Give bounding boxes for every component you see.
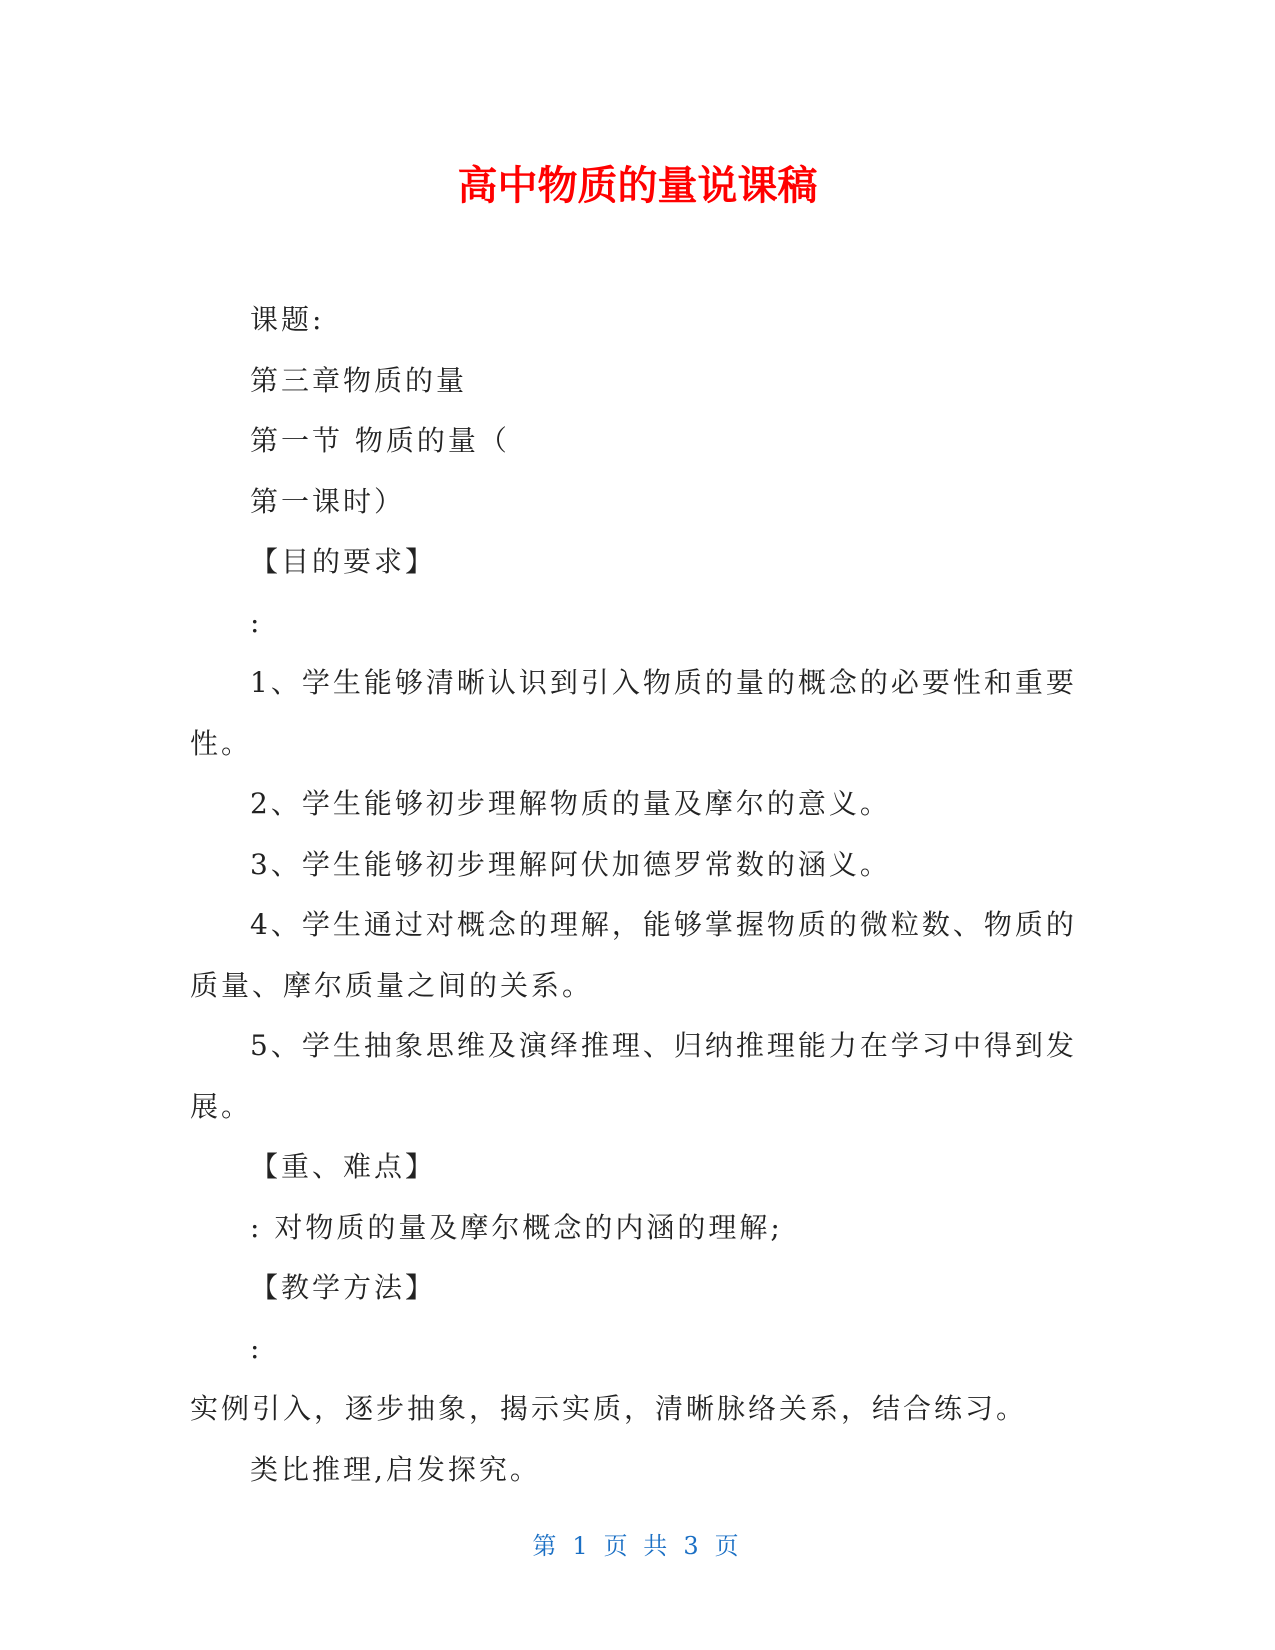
list-item: 3、学生能够初步理解阿伏加德罗常数的涵义。: [250, 847, 891, 881]
paragraph: :: [250, 605, 263, 639]
page-footer: [0, 1530, 1275, 1562]
paragraph: 第三章物质的量: [250, 363, 468, 397]
paragraph: 课题:: [250, 303, 325, 336]
document-title: 高中物质的量说课稿: [457, 163, 818, 209]
section-heading: 【教学方法】: [250, 1271, 437, 1304]
footer-current-page: 1: [572, 1532, 592, 1560]
paragraph: 类比推理,启发探究。: [250, 1452, 541, 1486]
list-item: 4、学生通过对概念的理解，能够掌握物质的微粒数、物质的质量、摩尔质量之间的关系。: [190, 908, 1077, 1002]
footer-label-page: 第: [532, 1532, 561, 1560]
list-item: 1、学生能够清晰认识到引入物质的量的概念的必要性和重要性。: [190, 666, 1077, 760]
footer-label-of: 页 共: [603, 1532, 672, 1560]
paragraph: 实例引入，逐步抽象，揭示实质，清晰脉络关系，结合练习。: [190, 1392, 1028, 1425]
paragraph: 第一节 物质的量（: [250, 424, 510, 457]
list-item: 5、学生抽象思维及演绎推理、归纳推理能力在学习中得到发展。: [190, 1029, 1077, 1123]
section-heading: 【重、难点】: [250, 1150, 437, 1183]
paragraph: 第一课时）: [250, 484, 406, 518]
paragraph: :: [250, 1331, 263, 1365]
paragraph: : 对物质的量及摩尔概念的内涵的理解;: [250, 1210, 783, 1244]
section-heading: 【目的要求】: [250, 545, 437, 578]
footer-total-pages: 3: [683, 1532, 703, 1560]
document-body: [190, 290, 1080, 1500]
list-item: 2、学生能够初步理解物质的量及摩尔的意义。: [250, 787, 891, 820]
footer-label-end: 页: [714, 1532, 743, 1560]
